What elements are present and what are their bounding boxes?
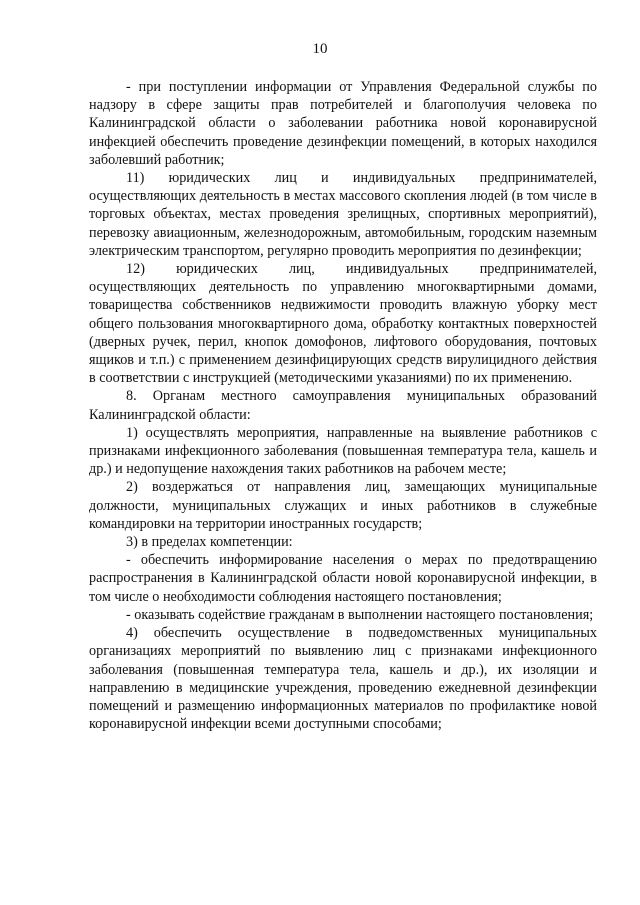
document-body — [89, 78, 597, 733]
paragraph-assist-citizens: - оказывать содействие гражданам в выполнении настоящего постановления; — [126, 606, 594, 623]
paragraph-subitem-3: 3) в пределах компетенции: — [126, 534, 293, 551]
page-number: 10 — [312, 41, 328, 57]
paragraph-item-12: 12) юридических лиц, индивидуальных предпринимателей, осуществляющих деятельность по управлению многоквартирными домами, товарищества собственников недвижимости проводить влажную уборку мест общего пользования многоквартирного дома, обработку контактных поверхностей (дверных ручек, перил, кнопок домофонов, лифтового оборудования, почтовых ящиков и т.п.) с применением дезинфицирующих средств вирулицидного действия в соответствии с инструкцией (методическими указаниями) по их применению. — [89, 261, 597, 387]
paragraph-subitem-2: 2) воздержаться от направления лиц, замещающих муниципальные должности, муниципальных служащих и иных работников в служебные командировки на территории иностранных государств; — [89, 479, 597, 532]
paragraph-disinfection-on-notice: - при поступлении информации от Управления Федеральной службы по надзору в сфере защиты прав потребителей и благополучия человека по Калининградской области о заболевании работника новой коронавирусной инфекцией обеспечить проведение дезинфекции помещений, в которых находился заболевший работник; — [89, 79, 597, 168]
paragraph-item-11: 11) юридических лиц и индивидуальных предпринимателей, осуществляющих деятельность в местах массового скопления людей (в том числе в торговых объектах, местах проведения зрелищных, спортивных мероприятий), перевозку авиационным, железнодорожным, автомобильным, городским наземным электрическим транспортом, регулярно проводить мероприятия по дезинфекции; — [89, 170, 597, 259]
paragraph-subitem-1: 1) осуществлять мероприятия, направленные на выявление работников с признаками инфекционного заболевания (повышенная температура тела, кашель и др.) и недопущение нахождения таких работников на рабочем месте; — [89, 424, 597, 478]
paragraph-informing-population: - обеспечить информирование населения о мерах по предотвращению распространения в Калининградской области новой коронавирусной инфекции, в том числе о необходимости соблюдения настоящего постановления; — [89, 552, 597, 605]
paragraph-subitem-4: 4) обеспечить осуществление в подведомственных муниципальных организациях мероприятий по выявлению лиц с признаками инфекционного заболевания (повышенная температура тела, кашель и др.), их изоляции и направлению в медицинские учреждения, проведению ежедневной дезинфекции помещений и размещению информационных материалов по профилактике новой коронавирусной инфекции всеми доступными способами; — [89, 625, 597, 733]
paragraph-item-8-heading: 8. Органам местного самоуправления муниципальных образований Калининградской области: — [89, 388, 597, 423]
